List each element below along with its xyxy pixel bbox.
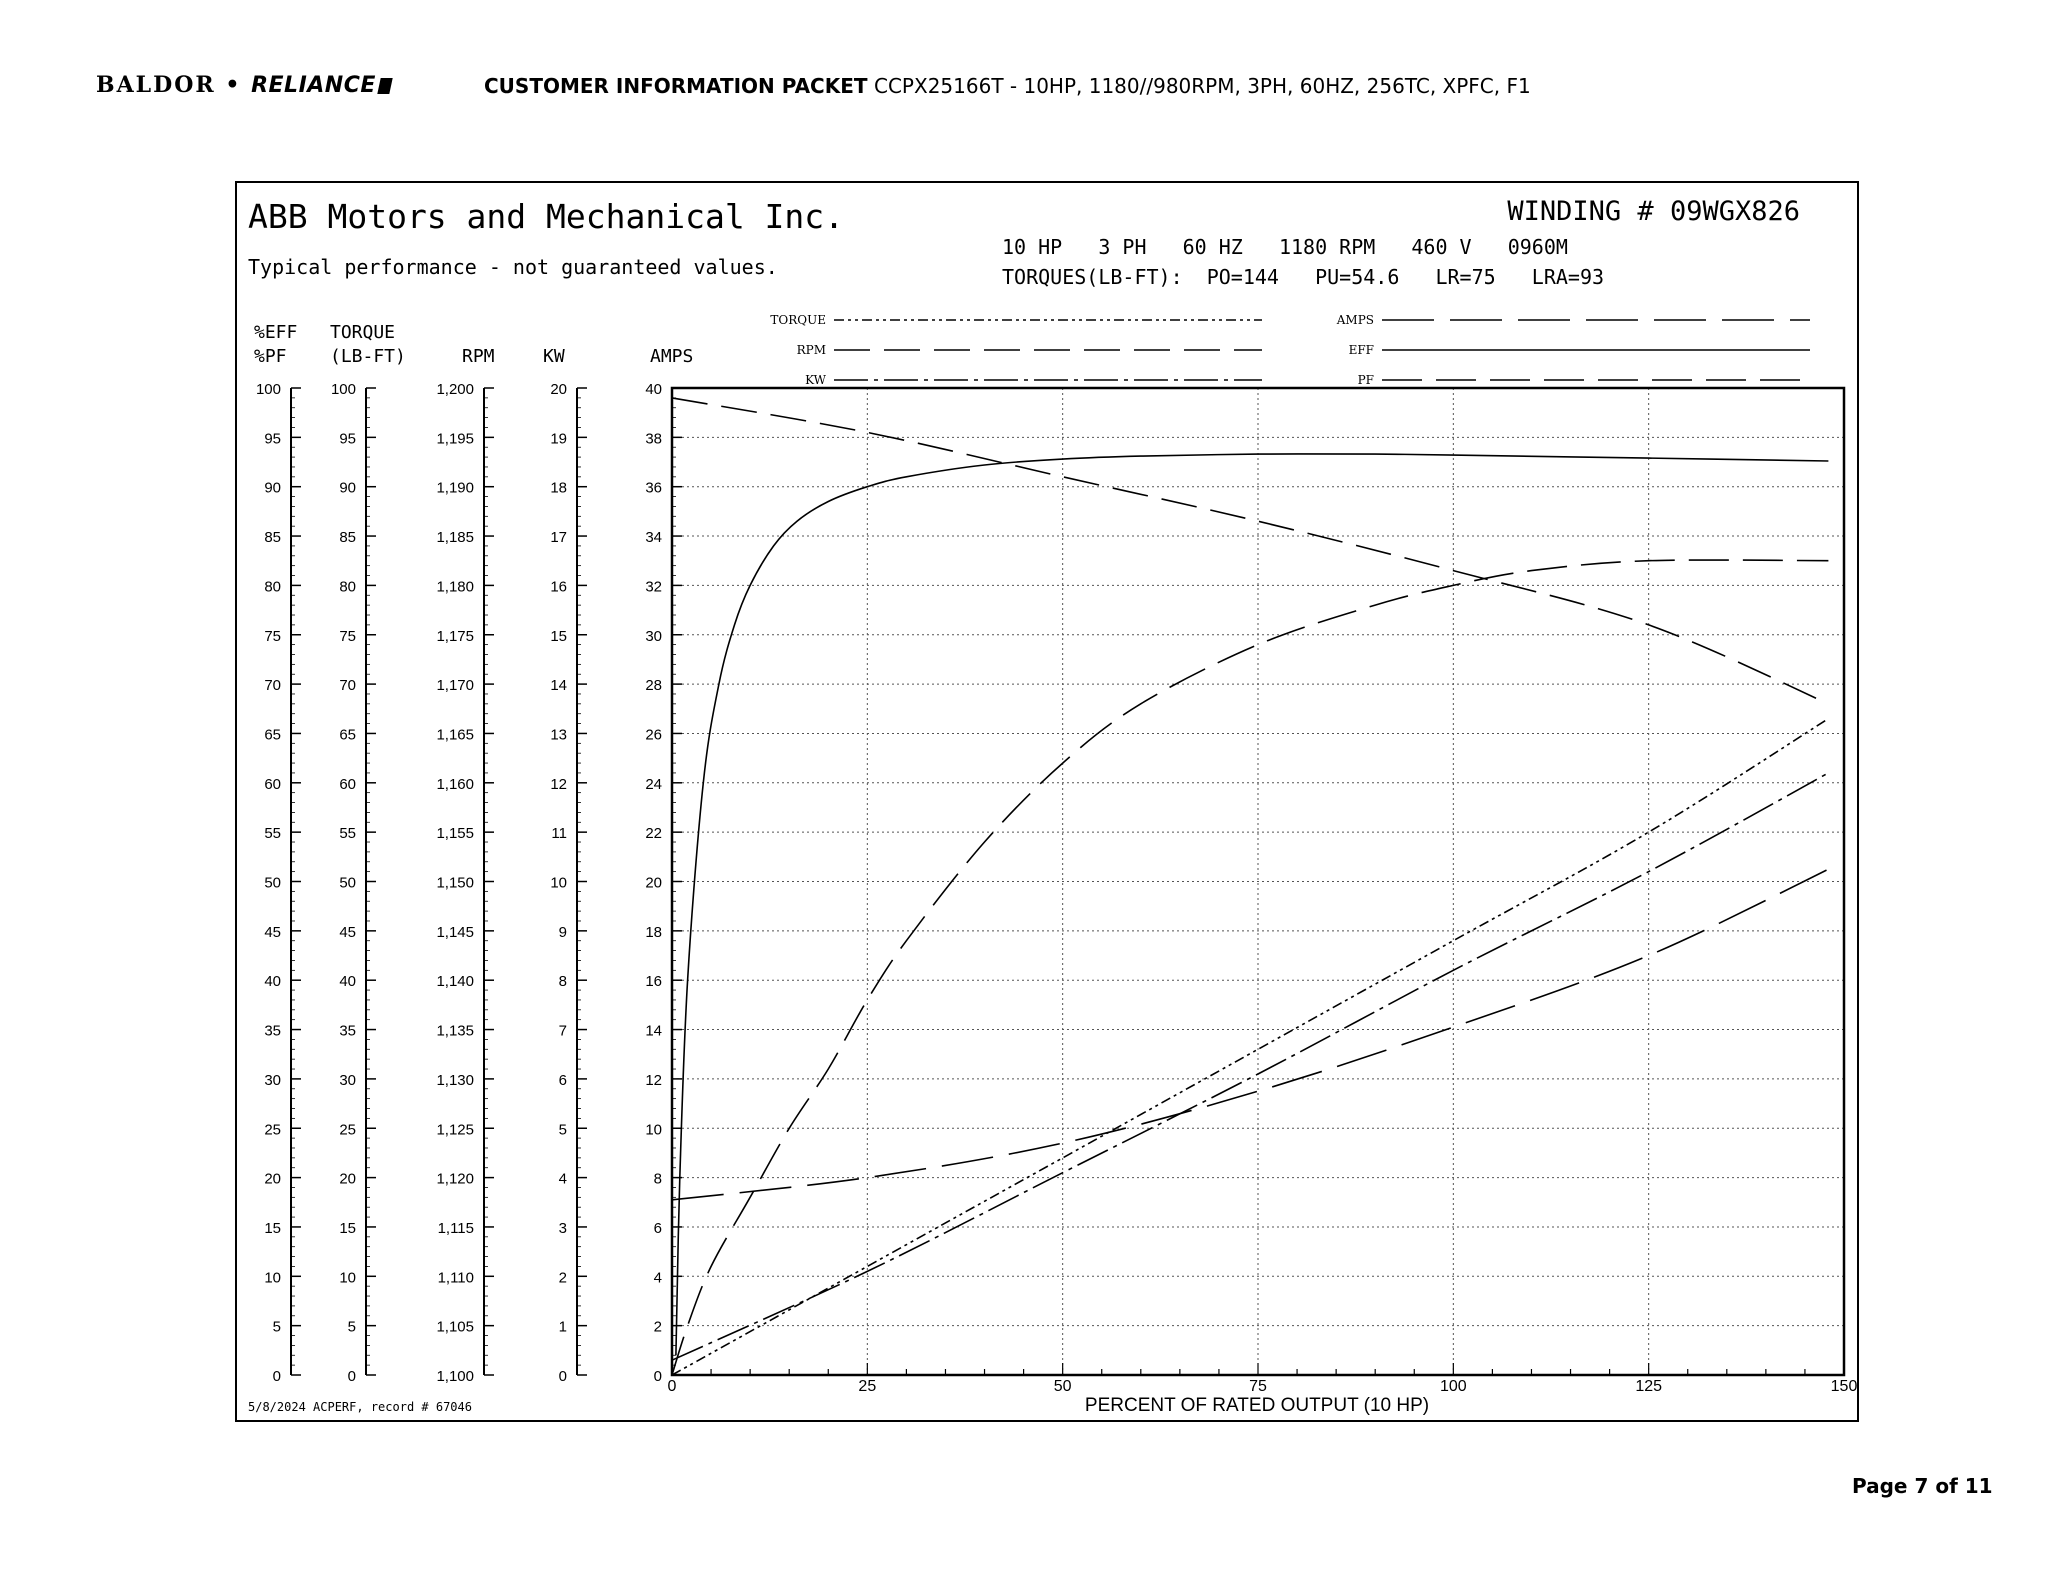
x-axis bbox=[668, 1363, 1858, 1395]
spec-line: 10 HP 3 PH 60 HZ 1180 RPM 460 V 0960M bbox=[1002, 235, 1568, 259]
y-tick-label: 1,140 bbox=[436, 973, 474, 991]
y-tick-label: 20 bbox=[264, 1170, 281, 1188]
y-tick-label: 2 bbox=[558, 1269, 567, 1287]
x-tick-label: 125 bbox=[1635, 1378, 1663, 1395]
y-tick-label: 1,145 bbox=[436, 923, 474, 941]
y-axis-header: KW bbox=[543, 346, 565, 367]
y-tick-label: 45 bbox=[339, 923, 356, 941]
series bbox=[672, 398, 1828, 1375]
y-axis-header: RPM bbox=[462, 346, 495, 367]
y-tick-label: 90 bbox=[264, 479, 281, 497]
y-tick-label: 9 bbox=[558, 923, 567, 941]
y-tick-label: 85 bbox=[264, 529, 281, 547]
y-tick-label: 5 bbox=[558, 1121, 567, 1139]
record-label: 5/8/2024 ACPERF, record # 67046 bbox=[248, 1400, 472, 1414]
y-tick-label: 95 bbox=[339, 430, 356, 448]
y-tick-label: 85 bbox=[339, 529, 356, 547]
y-tick-label: 80 bbox=[339, 578, 356, 596]
y-tick-label: 1,135 bbox=[436, 1022, 474, 1040]
y-axis-header: %PF bbox=[254, 346, 287, 367]
y-tick-label: 17 bbox=[550, 529, 567, 547]
y-tick-label: 16 bbox=[645, 973, 662, 991]
y-tick-label: 26 bbox=[645, 726, 662, 744]
model-description: CCPX25166T - 10HP, 1180//980RPM, 3PH, 60HZ, 256TC, XPFC, F1 bbox=[874, 74, 1531, 98]
y-tick-label: 15 bbox=[550, 627, 567, 645]
y-tick-label: 8 bbox=[558, 973, 567, 991]
y-tick-label: 25 bbox=[339, 1121, 356, 1139]
y-tick-label: 55 bbox=[339, 825, 356, 843]
y-tick-label: 75 bbox=[264, 627, 281, 645]
y-tick-label: 80 bbox=[264, 578, 281, 596]
x-tick-label: 0 bbox=[667, 1378, 677, 1395]
y-tick-label: 14 bbox=[645, 1022, 662, 1040]
y-tick-label: 1,190 bbox=[436, 479, 474, 497]
y-tick-label: 36 bbox=[645, 479, 662, 497]
y-tick-label: 11 bbox=[551, 825, 567, 843]
legend-label: PF bbox=[1357, 373, 1374, 387]
chart-title: ABB Motors and Mechanical Inc. bbox=[248, 197, 845, 236]
y-tick-label: 90 bbox=[339, 479, 356, 497]
y-tick-label: 20 bbox=[645, 874, 662, 892]
y-tick-label: 1,155 bbox=[436, 825, 474, 843]
y-tick-label: 40 bbox=[264, 973, 281, 991]
y-tick-label: 25 bbox=[264, 1121, 281, 1139]
series-line-rpm bbox=[672, 398, 1828, 704]
x-tick-label: 50 bbox=[1053, 1378, 1072, 1395]
y-tick-label: 34 bbox=[645, 529, 662, 547]
y-tick-label: 40 bbox=[645, 381, 662, 398]
y-tick-label: 1,170 bbox=[436, 677, 474, 695]
y-tick-label: 70 bbox=[339, 677, 356, 695]
y-tick-label: 0 bbox=[347, 1368, 356, 1385]
y-tick-label: 70 bbox=[264, 677, 281, 695]
series-line-amps bbox=[672, 869, 1828, 1200]
x-tick-label: 100 bbox=[1439, 1378, 1467, 1395]
y-tick-label: 35 bbox=[339, 1022, 356, 1040]
y-axis-header: (LB-FT) bbox=[330, 346, 406, 367]
y-tick-label: 1,100 bbox=[436, 1368, 474, 1385]
y-tick-label: 1,115 bbox=[437, 1219, 474, 1237]
y-tick-label: 0 bbox=[272, 1368, 281, 1385]
y-tick-label: 30 bbox=[264, 1071, 281, 1089]
y-axis-header: AMPS bbox=[650, 346, 694, 367]
y-tick-label: 7 bbox=[558, 1022, 567, 1040]
torques-line: TORQUES(LB-FT): PO=144 PU=54.6 LR=75 LRA=93 bbox=[1002, 265, 1605, 289]
y-tick-label: 6 bbox=[653, 1219, 662, 1237]
series-line-torque bbox=[672, 719, 1828, 1375]
y-tick-label: 1,180 bbox=[436, 578, 474, 596]
y-tick-label: 15 bbox=[264, 1219, 281, 1237]
y-tick-label: 55 bbox=[264, 825, 281, 843]
legend-label: RPM bbox=[796, 343, 826, 357]
y-tick-label: 8 bbox=[653, 1170, 662, 1188]
y-tick-label: 50 bbox=[339, 874, 356, 892]
series-line-eff bbox=[676, 454, 1829, 1355]
y-tick-label: 28 bbox=[645, 677, 662, 695]
logo-baldor-text: BALDOR bbox=[96, 72, 216, 98]
y-tick-label: 1,130 bbox=[436, 1071, 474, 1089]
y-tick-label: 10 bbox=[264, 1269, 281, 1287]
y-tick-label: 1,165 bbox=[436, 726, 474, 744]
y-tick-label: 60 bbox=[339, 775, 356, 793]
y-tick-label: 1,185 bbox=[436, 529, 474, 547]
y-axis-header: %EFF bbox=[254, 322, 298, 343]
packet-title: CUSTOMER INFORMATION PACKET bbox=[484, 74, 868, 98]
y-tick-label: 20 bbox=[550, 381, 567, 398]
y-tick-label: 18 bbox=[645, 923, 662, 941]
series-line-kw bbox=[672, 773, 1828, 1360]
x-axis-label: PERCENT OF RATED OUTPUT (10 HP) bbox=[1084, 1395, 1430, 1416]
y-tick-label: 22 bbox=[645, 825, 662, 843]
y-tick-label: 1,105 bbox=[436, 1318, 474, 1336]
y-tick-label: 20 bbox=[339, 1170, 356, 1188]
x-tick-label: 25 bbox=[858, 1378, 877, 1395]
y-tick-label: 30 bbox=[339, 1071, 356, 1089]
y-tick-label: 1,175 bbox=[436, 627, 474, 645]
y-tick-label: 4 bbox=[653, 1269, 662, 1287]
y-tick-label: 1,110 bbox=[437, 1269, 474, 1287]
legend-label: KW bbox=[805, 373, 826, 387]
y-tick-label: 10 bbox=[645, 1121, 662, 1139]
logo-dot: • bbox=[225, 72, 242, 98]
y-tick-label: 1 bbox=[558, 1318, 567, 1336]
y-tick-label: 1,195 bbox=[436, 430, 474, 448]
y-tick-label: 4 bbox=[558, 1170, 567, 1188]
y-tick-label: 15 bbox=[339, 1219, 356, 1237]
y-tick-label: 1,160 bbox=[436, 775, 474, 793]
y-axes bbox=[254, 322, 693, 1385]
y-tick-label: 1,150 bbox=[436, 874, 474, 892]
grid bbox=[672, 388, 1844, 1375]
y-tick-label: 10 bbox=[339, 1269, 356, 1287]
y-tick-label: 5 bbox=[347, 1318, 356, 1336]
x-tick-label: 150 bbox=[1830, 1378, 1858, 1395]
y-tick-label: 0 bbox=[653, 1368, 662, 1385]
y-tick-label: 14 bbox=[550, 677, 567, 695]
y-tick-label: 35 bbox=[264, 1022, 281, 1040]
legend-label: AMPS bbox=[1336, 313, 1374, 327]
y-tick-label: 95 bbox=[264, 430, 281, 448]
y-tick-label: 40 bbox=[339, 973, 356, 991]
y-tick-label: 100 bbox=[255, 381, 281, 398]
legend bbox=[770, 313, 1810, 387]
y-tick-label: 10 bbox=[550, 874, 567, 892]
y-tick-label: 1,200 bbox=[436, 381, 474, 398]
y-tick-label: 24 bbox=[645, 775, 662, 793]
y-tick-label: 1,125 bbox=[436, 1121, 474, 1139]
y-tick-label: 30 bbox=[645, 627, 662, 645]
page-number: Page 7 of 11 bbox=[1852, 1474, 1993, 1498]
y-tick-label: 16 bbox=[550, 578, 567, 596]
y-tick-label: 100 bbox=[330, 381, 356, 398]
y-tick-label: 0 bbox=[558, 1368, 567, 1385]
winding-label: WINDING # 09WGX826 bbox=[1507, 196, 1800, 227]
y-tick-label: 1,120 bbox=[436, 1170, 474, 1188]
legend-label: EFF bbox=[1348, 343, 1374, 357]
x-tick-label: 75 bbox=[1249, 1378, 1267, 1395]
y-tick-label: 32 bbox=[645, 578, 662, 596]
legend-label: TORQUE bbox=[770, 313, 826, 327]
y-axis-header: TORQUE bbox=[330, 322, 396, 343]
y-tick-label: 65 bbox=[339, 726, 356, 744]
y-tick-label: 38 bbox=[645, 430, 662, 448]
y-tick-label: 13 bbox=[550, 726, 567, 744]
y-tick-label: 60 bbox=[264, 775, 281, 793]
chart-subtitle: Typical performance - not guaranteed values. bbox=[248, 255, 778, 279]
y-tick-label: 19 bbox=[550, 430, 567, 448]
y-tick-label: 3 bbox=[558, 1219, 567, 1237]
y-tick-label: 50 bbox=[264, 874, 281, 892]
y-tick-label: 12 bbox=[550, 775, 567, 793]
series-line-pf bbox=[672, 560, 1828, 1375]
y-tick-label: 75 bbox=[339, 627, 356, 645]
y-tick-label: 5 bbox=[272, 1318, 281, 1336]
chart-frame bbox=[236, 182, 1858, 1421]
y-tick-label: 45 bbox=[264, 923, 281, 941]
y-tick-label: 2 bbox=[653, 1318, 662, 1336]
y-tick-label: 18 bbox=[550, 479, 567, 497]
logo-reliance-text: RELIANCE bbox=[251, 73, 376, 98]
y-tick-label: 12 bbox=[645, 1071, 662, 1089]
y-tick-label: 65 bbox=[264, 726, 281, 744]
y-tick-label: 6 bbox=[558, 1071, 567, 1089]
